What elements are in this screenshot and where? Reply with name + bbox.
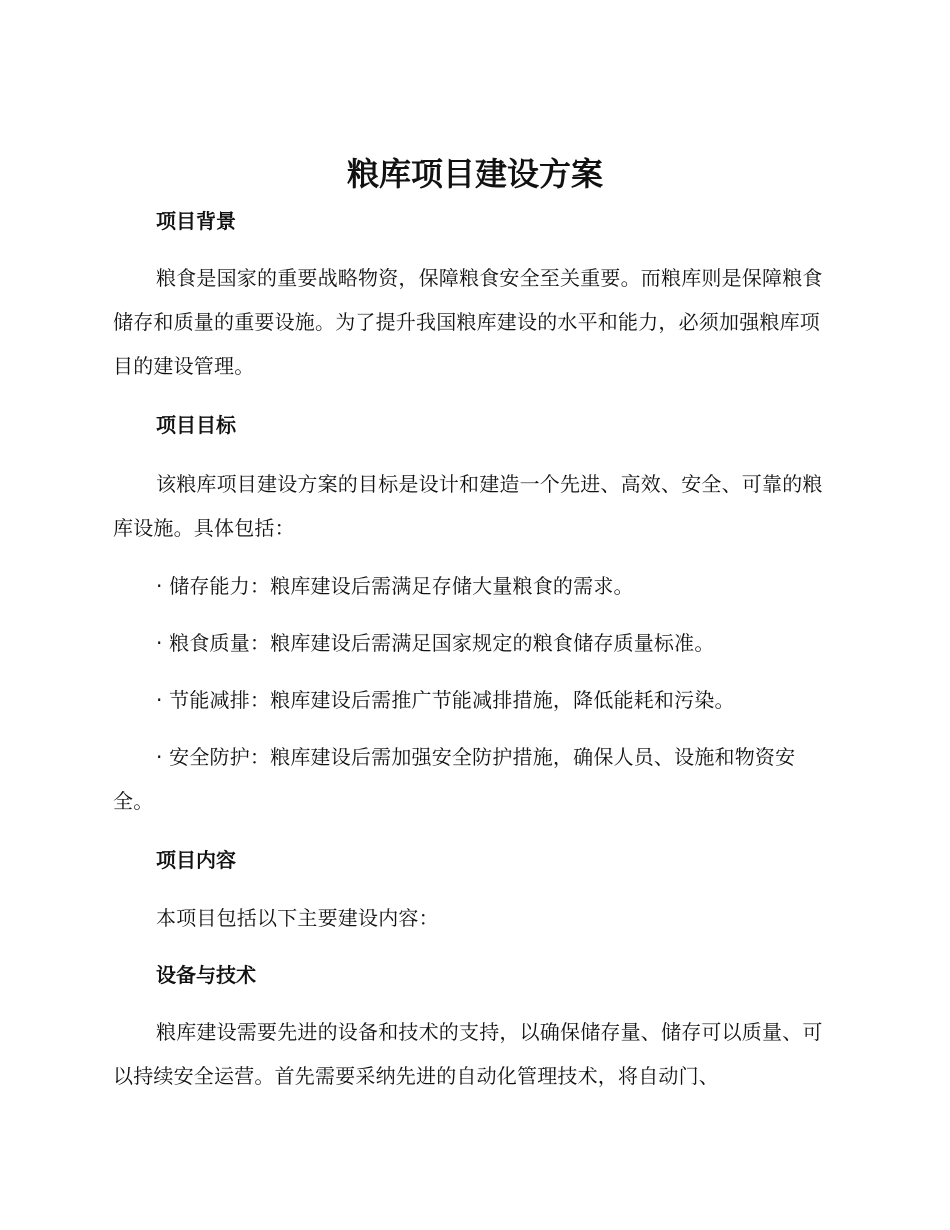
- section-heading-equipment: 设备与技术: [156, 963, 256, 987]
- goal-bullet-energy: · 节能减排：粮库建设后需推广节能减排措施，降低能耗和污染。: [156, 688, 735, 712]
- goal-bullet-quality: · 粮食质量：粮库建设后需满足国家规定的粮食储存质量标准。: [156, 631, 715, 655]
- document-title: 粮库项目建设方案: [346, 155, 603, 193]
- equipment-paragraph: 粮库建设需要先进的设备和技术的支持，以确保储存量、储存可以质量、可以持续安全运营。首先需要采纳先进的自动化管理技术，将自动门、: [113, 1020, 823, 1088]
- goals-paragraph: 该粮库项目建设方案的目标是设计和建造一个先进、高效、安全、可靠的粮库设施。具体包括：: [113, 472, 823, 540]
- section-heading-goals: 项目目标: [156, 413, 236, 437]
- goal-bullet-storage: · 储存能力：粮库建设后需满足存储大量粮食的需求。: [156, 574, 634, 598]
- background-paragraph: 粮食是国家的重要战略物资，保障粮食安全至关重要。而粮库则是保障粮食储存和质量的重要设施。为了提升我国粮库建设的水平和能力，必须加强粮库项目的建设管理。: [113, 266, 823, 378]
- section-heading-background: 项目背景: [156, 209, 236, 233]
- goal-bullet-safety: · 安全防护：粮库建设后需加强安全防护措施，确保人员、设施和物资安全。: [113, 745, 796, 813]
- section-heading-content: 项目内容: [156, 848, 236, 872]
- content-paragraph: 本项目包括以下主要建设内容：: [156, 906, 439, 930]
